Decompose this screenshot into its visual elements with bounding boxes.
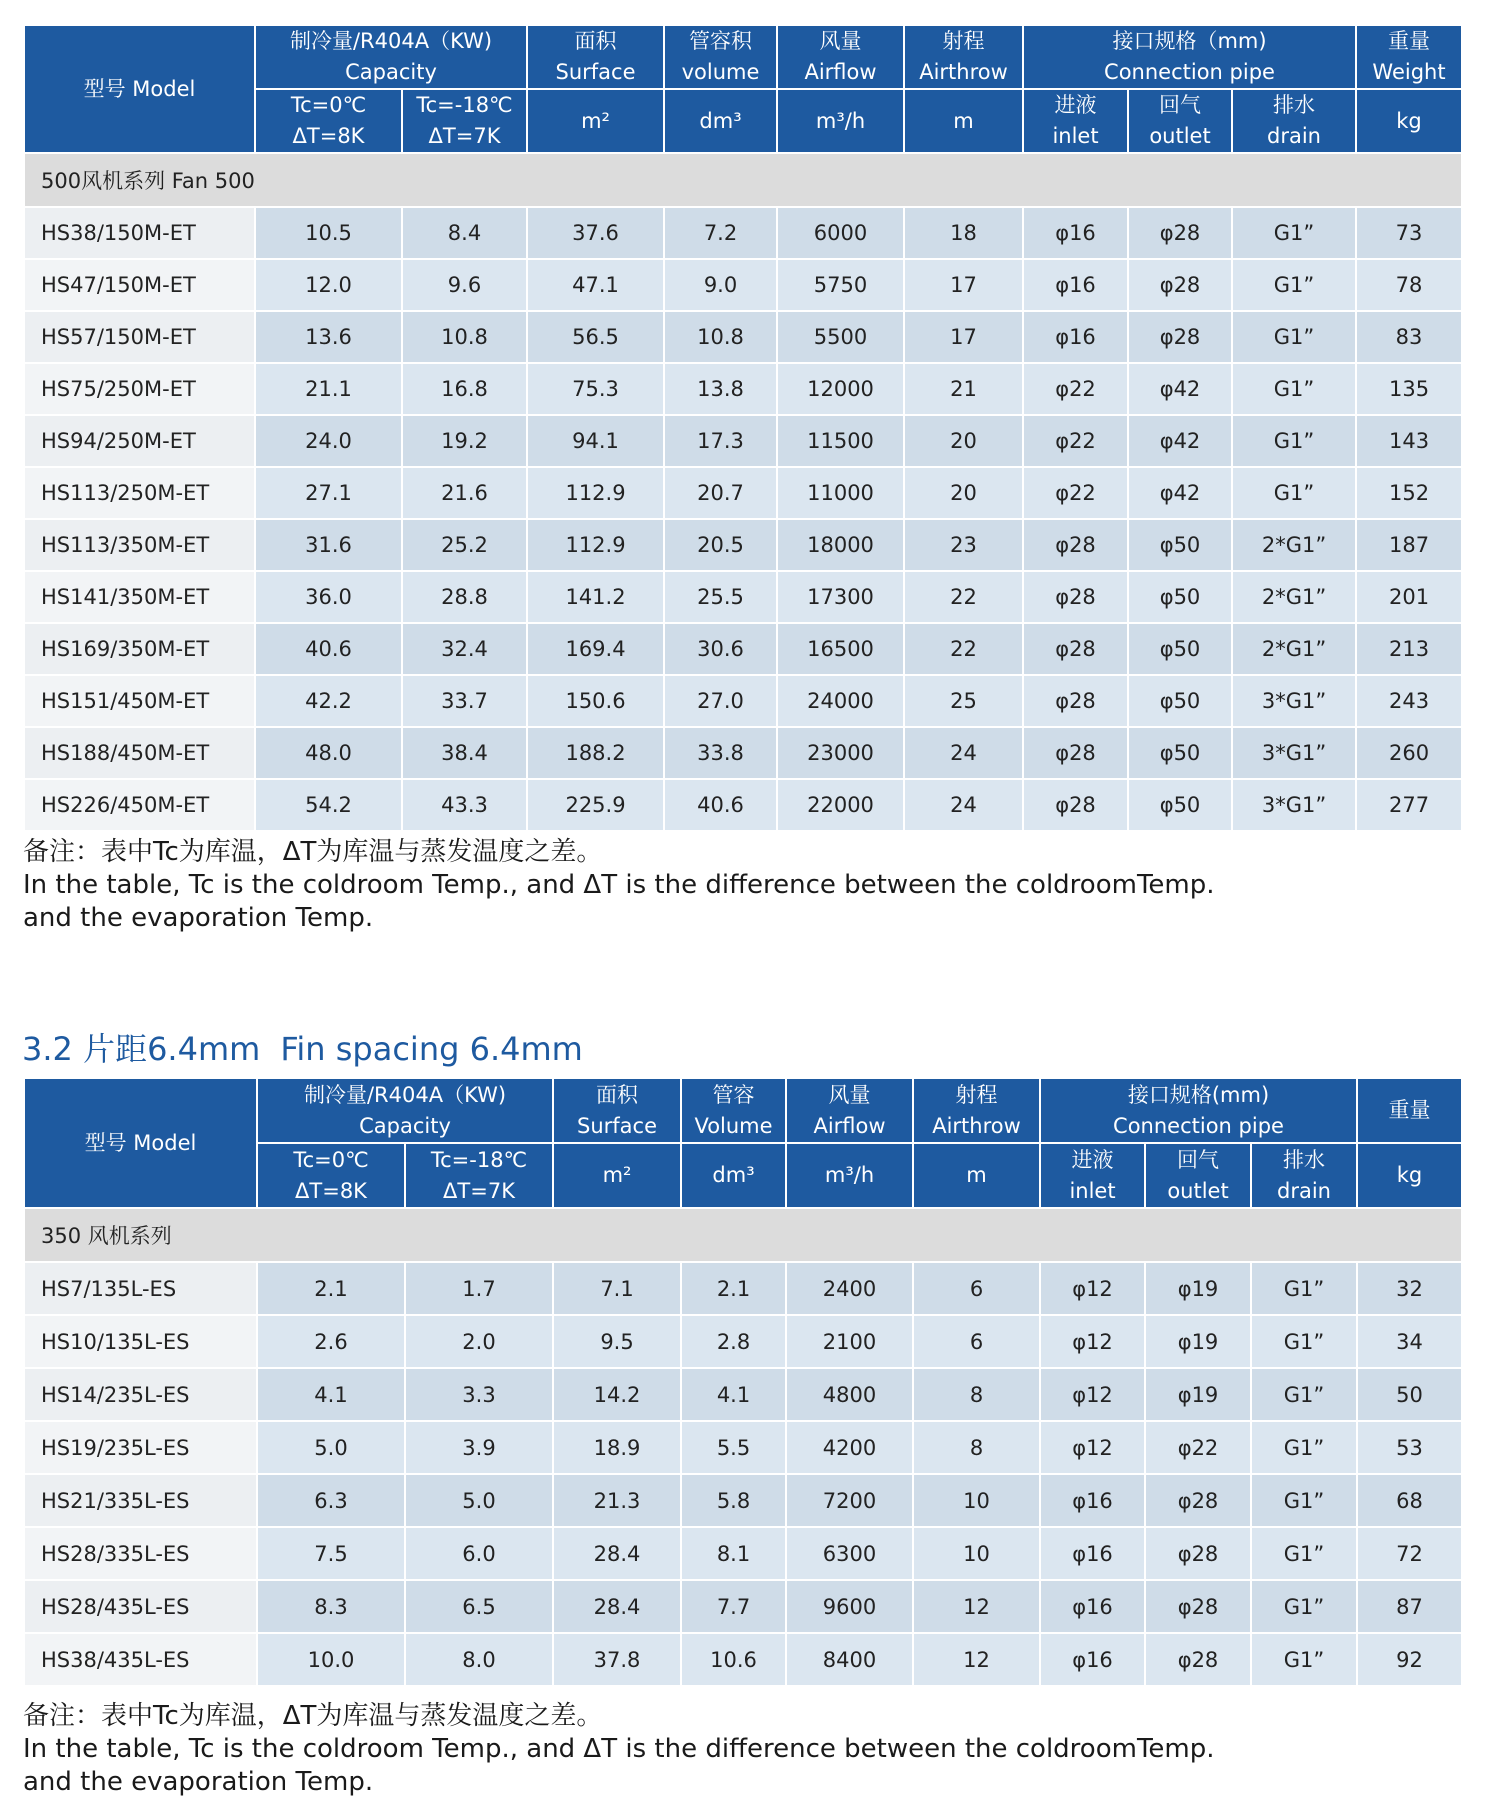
table-cell: G1” xyxy=(1232,363,1356,415)
table-cell: φ16 xyxy=(1040,1580,1145,1633)
table-cell: 27.1 xyxy=(255,467,402,519)
table-cell: 112.9 xyxy=(527,467,664,519)
model-cell: HS38/150M-ET xyxy=(24,207,255,259)
model-cell: HS21/335L-ES xyxy=(24,1474,257,1527)
table-cell: 56.5 xyxy=(527,311,664,363)
table-cell: G1” xyxy=(1251,1368,1357,1421)
table-row xyxy=(24,519,1462,571)
table-cell: G1” xyxy=(1251,1527,1357,1580)
table-cell: 32.4 xyxy=(402,623,527,675)
table-cell: 21.1 xyxy=(255,363,402,415)
table-cell: 2.1 xyxy=(681,1262,786,1315)
table-row xyxy=(24,571,1462,623)
table-cell: 6000 xyxy=(777,207,904,259)
section-title-en: Fin spacing 6.4mm xyxy=(280,1030,583,1068)
table-row xyxy=(24,1421,1462,1474)
table-cell: φ28 xyxy=(1023,779,1128,831)
table-cell: 10.5 xyxy=(255,207,402,259)
table-cell: 28.8 xyxy=(402,571,527,623)
table-cell: 42.2 xyxy=(255,675,402,727)
model-cell: HS151/450M-ET xyxy=(24,675,255,727)
table-cell: 112.9 xyxy=(527,519,664,571)
table-cell: 17.3 xyxy=(664,415,777,467)
table-cell: 36.0 xyxy=(255,571,402,623)
table-cell: 94.1 xyxy=(527,415,664,467)
table-cell: 13.8 xyxy=(664,363,777,415)
header-drain: 排水 drain xyxy=(1251,1143,1357,1208)
table-cell: 7.7 xyxy=(681,1580,786,1633)
table-row xyxy=(24,1633,1462,1686)
table-cell: 188.2 xyxy=(527,727,664,779)
table-cell: 22000 xyxy=(777,779,904,831)
table-cell: 8.0 xyxy=(405,1633,553,1686)
table-cell: G1” xyxy=(1251,1474,1357,1527)
table-cell: φ28 xyxy=(1023,623,1128,675)
table-cell: 187 xyxy=(1356,519,1462,571)
table-cell: φ22 xyxy=(1023,363,1128,415)
table-cell: φ12 xyxy=(1040,1421,1145,1474)
table-cell: φ28 xyxy=(1145,1527,1251,1580)
table-cell: φ16 xyxy=(1023,311,1128,363)
table-cell: G1” xyxy=(1251,1315,1357,1368)
table-cell: 31.6 xyxy=(255,519,402,571)
table-cell: 9.5 xyxy=(553,1315,681,1368)
table-row xyxy=(24,1368,1462,1421)
table-row xyxy=(24,1262,1462,1315)
table-cell: φ28 xyxy=(1145,1633,1251,1686)
table-cell: 277 xyxy=(1356,779,1462,831)
table-cell: 21.3 xyxy=(553,1474,681,1527)
table-cell: 37.6 xyxy=(527,207,664,259)
table-cell: 24.0 xyxy=(255,415,402,467)
header-inlet: 进液 inlet xyxy=(1040,1143,1145,1208)
table-cell: 10 xyxy=(913,1474,1040,1527)
table-cell: 9.6 xyxy=(402,259,527,311)
table-cell: 75.3 xyxy=(527,363,664,415)
note-cn: 备注：表中Tc为库温，ΔT为库温与蒸发温度之差。 xyxy=(23,1701,603,1731)
table-cell: 9600 xyxy=(786,1580,913,1633)
table-cell: 4200 xyxy=(786,1421,913,1474)
table-cell: 13.6 xyxy=(255,311,402,363)
table-cell: φ28 xyxy=(1128,259,1232,311)
header-inlet: 进液 inlet xyxy=(1023,89,1128,153)
table-cell: 20 xyxy=(904,415,1023,467)
model-cell: HS19/235L-ES xyxy=(24,1421,257,1474)
series-label: 500风机系列 Fan 500 xyxy=(24,153,1462,207)
table-cell: 22 xyxy=(904,623,1023,675)
model-cell: HS10/135L-ES xyxy=(24,1315,257,1368)
table-cell: 141.2 xyxy=(527,571,664,623)
table-cell: 6300 xyxy=(786,1527,913,1580)
table-cell: 143 xyxy=(1356,415,1462,467)
table-cell: G1” xyxy=(1232,259,1356,311)
header-capacity: 制冷量/R404A（KW) Capacity xyxy=(255,25,527,89)
table-cell: 43.3 xyxy=(402,779,527,831)
table-cell: 4.1 xyxy=(681,1368,786,1421)
table-cell: 7.1 xyxy=(553,1262,681,1315)
table-cell: 3.3 xyxy=(405,1368,553,1421)
table-cell: 25.5 xyxy=(664,571,777,623)
table-cell: φ42 xyxy=(1128,467,1232,519)
table-cell: 50 xyxy=(1357,1368,1462,1421)
note-en-line2: and the evaporation Temp. xyxy=(23,1767,374,1797)
table-cell: G1” xyxy=(1251,1633,1357,1686)
table-cell: 21 xyxy=(904,363,1023,415)
header-volume: 管容积 volume xyxy=(664,25,777,89)
table-cell: 27.0 xyxy=(664,675,777,727)
table-cell: 10 xyxy=(913,1527,1040,1580)
model-cell: HS226/450M-ET xyxy=(24,779,255,831)
header-airflow: 风量 Airflow xyxy=(777,25,904,89)
series-label: 350 风机系列 xyxy=(24,1208,1462,1262)
table-cell: 7.5 xyxy=(257,1527,405,1580)
model-cell: HS141/350M-ET xyxy=(24,571,255,623)
table-cell: φ22 xyxy=(1023,415,1128,467)
table-cell: φ28 xyxy=(1023,519,1128,571)
table-cell: 11000 xyxy=(777,467,904,519)
table-cell: 2.6 xyxy=(257,1315,405,1368)
table-cell: 9.0 xyxy=(664,259,777,311)
table-cell: 78 xyxy=(1356,259,1462,311)
table-cell: 225.9 xyxy=(527,779,664,831)
header-weight-unit: kg xyxy=(1357,1143,1462,1208)
table-cell: φ50 xyxy=(1128,571,1232,623)
header-cond-tc-18: Tc=-18℃ ΔT=7K xyxy=(402,89,527,153)
table-row xyxy=(24,207,1462,259)
table-cell: 22 xyxy=(904,571,1023,623)
table-cell: φ50 xyxy=(1128,623,1232,675)
table-row xyxy=(24,311,1462,363)
table-row xyxy=(24,675,1462,727)
table-cell: φ16 xyxy=(1040,1474,1145,1527)
table-cell: φ12 xyxy=(1040,1368,1145,1421)
note-cn: 备注：表中Tc为库温，ΔT为库温与蒸发温度之差。 xyxy=(23,837,603,867)
table-cell: 16.8 xyxy=(402,363,527,415)
table-cell: 5.0 xyxy=(257,1421,405,1474)
table-cell: 17300 xyxy=(777,571,904,623)
table-cell: φ22 xyxy=(1145,1421,1251,1474)
table-row xyxy=(24,1580,1462,1633)
table-cell: G1” xyxy=(1251,1580,1357,1633)
table-cell: φ50 xyxy=(1128,675,1232,727)
table-cell: 11500 xyxy=(777,415,904,467)
model-cell: HS94/250M-ET xyxy=(24,415,255,467)
table-row xyxy=(24,1527,1462,1580)
model-cell: HS7/135L-ES xyxy=(24,1262,257,1315)
table-cell: 8.3 xyxy=(257,1580,405,1633)
table-cell: 2*G1” xyxy=(1232,623,1356,675)
header-drain: 排水 drain xyxy=(1232,89,1356,153)
model-cell: HS169/350M-ET xyxy=(24,623,255,675)
header-weight: 重量 Weight xyxy=(1356,25,1462,89)
table-row xyxy=(24,727,1462,779)
table-cell: 2100 xyxy=(786,1315,913,1368)
note-en-line2: and the evaporation Temp. xyxy=(23,903,374,933)
table-cell: 54.2 xyxy=(255,779,402,831)
table-cell: 213 xyxy=(1356,623,1462,675)
table-cell: φ12 xyxy=(1040,1315,1145,1368)
table-cell: 5500 xyxy=(777,311,904,363)
table-cell: 73 xyxy=(1356,207,1462,259)
table-cell: G1” xyxy=(1232,311,1356,363)
header-surface-unit: m² xyxy=(553,1143,681,1208)
table-cell: 33.8 xyxy=(664,727,777,779)
table-cell: 18.9 xyxy=(553,1421,681,1474)
table-cell: 10.8 xyxy=(664,311,777,363)
note-en-line1: In the table, Tc is the coldroom Temp., and ΔT is the difference between the coldroomTemp. xyxy=(23,870,1215,900)
table-cell: G1” xyxy=(1232,415,1356,467)
table-cell: 53 xyxy=(1357,1421,1462,1474)
table-cell: 1.7 xyxy=(405,1262,553,1315)
table-cell: 40.6 xyxy=(255,623,402,675)
table-cell: 33.7 xyxy=(402,675,527,727)
model-cell: HS57/150M-ET xyxy=(24,311,255,363)
model-cell: HS113/250M-ET xyxy=(24,467,255,519)
table-cell: φ16 xyxy=(1023,259,1128,311)
table-cell: 2*G1” xyxy=(1232,571,1356,623)
table-note xyxy=(23,836,1215,935)
table-cell: 47.1 xyxy=(527,259,664,311)
table-cell: 169.4 xyxy=(527,623,664,675)
table-cell: 83 xyxy=(1356,311,1462,363)
table-cell: 201 xyxy=(1356,571,1462,623)
table-row xyxy=(24,259,1462,311)
table-cell: φ16 xyxy=(1040,1633,1145,1686)
table-cell: 32 xyxy=(1357,1262,1462,1315)
table-cell: 23000 xyxy=(777,727,904,779)
table-cell: 10.0 xyxy=(257,1633,405,1686)
table-cell: 8.4 xyxy=(402,207,527,259)
table-cell: φ28 xyxy=(1023,571,1128,623)
header-airthrow-unit: m xyxy=(904,89,1023,153)
table-cell: 3*G1” xyxy=(1232,675,1356,727)
header-airthrow: 射程 Airthrow xyxy=(904,25,1023,89)
table-cell: 3.9 xyxy=(405,1421,553,1474)
table-cell: 16500 xyxy=(777,623,904,675)
model-cell: HS113/350M-ET xyxy=(24,519,255,571)
table-cell: φ28 xyxy=(1128,207,1232,259)
table-cell: 12000 xyxy=(777,363,904,415)
header-airthrow: 射程 Airthrow xyxy=(913,1078,1040,1143)
table-cell: 12.0 xyxy=(255,259,402,311)
table-row xyxy=(24,1315,1462,1368)
table-cell: φ19 xyxy=(1145,1315,1251,1368)
table-row xyxy=(24,363,1462,415)
model-cell: HS38/435L-ES xyxy=(24,1633,257,1686)
header-cond-tc0: Tc=0℃ ΔT=8K xyxy=(257,1143,405,1208)
table-cell: φ50 xyxy=(1128,727,1232,779)
table-cell: G1” xyxy=(1251,1262,1357,1315)
model-cell: HS188/450M-ET xyxy=(24,727,255,779)
table-cell: 24000 xyxy=(777,675,904,727)
header-outlet: 回气 outlet xyxy=(1145,1143,1251,1208)
table-row xyxy=(24,623,1462,675)
table-cell: 20.7 xyxy=(664,467,777,519)
table-cell: 8.1 xyxy=(681,1527,786,1580)
table-cell: 24 xyxy=(904,727,1023,779)
header-airflow: 风量 Airflow xyxy=(786,1078,913,1143)
table-cell: 4.1 xyxy=(257,1368,405,1421)
header-volume-unit: dm³ xyxy=(664,89,777,153)
table-cell: 40.6 xyxy=(664,779,777,831)
table-cell: 6.0 xyxy=(405,1527,553,1580)
table-cell: 5.8 xyxy=(681,1474,786,1527)
table-cell: 5750 xyxy=(777,259,904,311)
table-cell: 150.6 xyxy=(527,675,664,727)
table-cell: 30.6 xyxy=(664,623,777,675)
table-row xyxy=(24,467,1462,519)
header-surface-unit: m² xyxy=(527,89,664,153)
table-cell: 2.8 xyxy=(681,1315,786,1368)
table-cell: 18 xyxy=(904,207,1023,259)
table-cell: 2.1 xyxy=(257,1262,405,1315)
header-cond-tc-18: Tc=-18℃ ΔT=7K xyxy=(405,1143,553,1208)
table-cell: φ28 xyxy=(1145,1580,1251,1633)
note-en-line1: In the table, Tc is the coldroom Temp., and ΔT is the difference between the coldroomTemp. xyxy=(23,1734,1215,1764)
table-cell: 17 xyxy=(904,259,1023,311)
header-cond-tc0: Tc=0℃ ΔT=8K xyxy=(255,89,402,153)
table-cell: 21.6 xyxy=(402,467,527,519)
header-volume-unit: dm³ xyxy=(681,1143,786,1208)
header-model: 型号 Model xyxy=(24,25,255,153)
table-cell: 92 xyxy=(1357,1633,1462,1686)
header-outlet: 回气 outlet xyxy=(1128,89,1232,153)
table-cell: 87 xyxy=(1357,1580,1462,1633)
table-cell: 243 xyxy=(1356,675,1462,727)
header-connection-pipe: 接口规格(mm) Connection pipe xyxy=(1040,1078,1357,1143)
table-cell: 2*G1” xyxy=(1232,519,1356,571)
spec-table-fan-500 xyxy=(23,24,1463,832)
header-model: 型号 Model xyxy=(24,1078,257,1208)
section-title-cn: 3.2 片距6.4mm xyxy=(22,1030,261,1068)
table-cell: 5.0 xyxy=(405,1474,553,1527)
table-cell: 260 xyxy=(1356,727,1462,779)
table-cell: 23 xyxy=(904,519,1023,571)
model-cell: HS75/250M-ET xyxy=(24,363,255,415)
table-cell: 24 xyxy=(904,779,1023,831)
table-cell: 2.0 xyxy=(405,1315,553,1368)
table-cell: φ16 xyxy=(1023,207,1128,259)
table-cell: G1” xyxy=(1232,207,1356,259)
table-cell: φ22 xyxy=(1023,467,1128,519)
table-cell: 7200 xyxy=(786,1474,913,1527)
table-cell: 28.4 xyxy=(553,1580,681,1633)
header-surface: 面积 Surface xyxy=(527,25,664,89)
table-cell: G1” xyxy=(1251,1421,1357,1474)
table-cell: 18000 xyxy=(777,519,904,571)
table-cell: 19.2 xyxy=(402,415,527,467)
table-cell: 2400 xyxy=(786,1262,913,1315)
table-cell: 14.2 xyxy=(553,1368,681,1421)
table-cell: 8400 xyxy=(786,1633,913,1686)
table-cell: φ12 xyxy=(1040,1262,1145,1315)
model-cell: HS28/335L-ES xyxy=(24,1527,257,1580)
table-cell: 38.4 xyxy=(402,727,527,779)
table-cell: 10.8 xyxy=(402,311,527,363)
table-cell: φ42 xyxy=(1128,415,1232,467)
table-cell: 25 xyxy=(904,675,1023,727)
table-cell: φ28 xyxy=(1128,311,1232,363)
table-cell: 7.2 xyxy=(664,207,777,259)
table-row xyxy=(24,779,1462,831)
table-cell: 8 xyxy=(913,1368,1040,1421)
table-cell: 68 xyxy=(1357,1474,1462,1527)
table-row xyxy=(24,1474,1462,1527)
table-cell: φ19 xyxy=(1145,1262,1251,1315)
table-cell: 34 xyxy=(1357,1315,1462,1368)
table-cell: 12 xyxy=(913,1580,1040,1633)
header-weight-unit: kg xyxy=(1356,89,1462,153)
table-cell: 20.5 xyxy=(664,519,777,571)
model-cell: HS47/150M-ET xyxy=(24,259,255,311)
table-cell: 6 xyxy=(913,1315,1040,1368)
table-cell: 6 xyxy=(913,1262,1040,1315)
table-cell: φ50 xyxy=(1128,779,1232,831)
table-note xyxy=(23,1700,1215,1799)
table-cell: 17 xyxy=(904,311,1023,363)
section-title xyxy=(22,1024,603,1070)
header-airflow-unit: m³/h xyxy=(777,89,904,153)
table-cell: 37.8 xyxy=(553,1633,681,1686)
model-cell: HS28/435L-ES xyxy=(24,1580,257,1633)
table-cell: φ28 xyxy=(1023,675,1128,727)
table-cell: φ19 xyxy=(1145,1368,1251,1421)
table-cell: 5.5 xyxy=(681,1421,786,1474)
table-cell: 4800 xyxy=(786,1368,913,1421)
table-row xyxy=(24,415,1462,467)
header-surface: 面积 Surface xyxy=(553,1078,681,1143)
table-cell: 25.2 xyxy=(402,519,527,571)
table-cell: 6.3 xyxy=(257,1474,405,1527)
table-cell: φ28 xyxy=(1023,727,1128,779)
table-cell: 152 xyxy=(1356,467,1462,519)
table-cell: 12 xyxy=(913,1633,1040,1686)
header-airthrow-unit: m xyxy=(913,1143,1040,1208)
table-cell: φ16 xyxy=(1040,1527,1145,1580)
table-cell: 6.5 xyxy=(405,1580,553,1633)
table-cell: 20 xyxy=(904,467,1023,519)
table-cell: φ42 xyxy=(1128,363,1232,415)
table-cell: G1” xyxy=(1232,467,1356,519)
spec-table-fan-350 xyxy=(23,1077,1463,1687)
table-cell: 8 xyxy=(913,1421,1040,1474)
header-capacity: 制冷量/R404A（KW) Capacity xyxy=(257,1078,553,1143)
table-cell: 72 xyxy=(1357,1527,1462,1580)
table-cell: 48.0 xyxy=(255,727,402,779)
header-airflow-unit: m³/h xyxy=(786,1143,913,1208)
model-cell: HS14/235L-ES xyxy=(24,1368,257,1421)
header-volume: 管容 Volume xyxy=(681,1078,786,1143)
table-cell: 135 xyxy=(1356,363,1462,415)
table-cell: φ50 xyxy=(1128,519,1232,571)
table-cell: 28.4 xyxy=(553,1527,681,1580)
header-connection-pipe: 接口规格（mm) Connection pipe xyxy=(1023,25,1356,89)
table-cell: φ28 xyxy=(1145,1474,1251,1527)
header-weight: 重量 xyxy=(1357,1078,1462,1143)
table-cell: 10.6 xyxy=(681,1633,786,1686)
table-cell: 3*G1” xyxy=(1232,727,1356,779)
table-cell: 3*G1” xyxy=(1232,779,1356,831)
